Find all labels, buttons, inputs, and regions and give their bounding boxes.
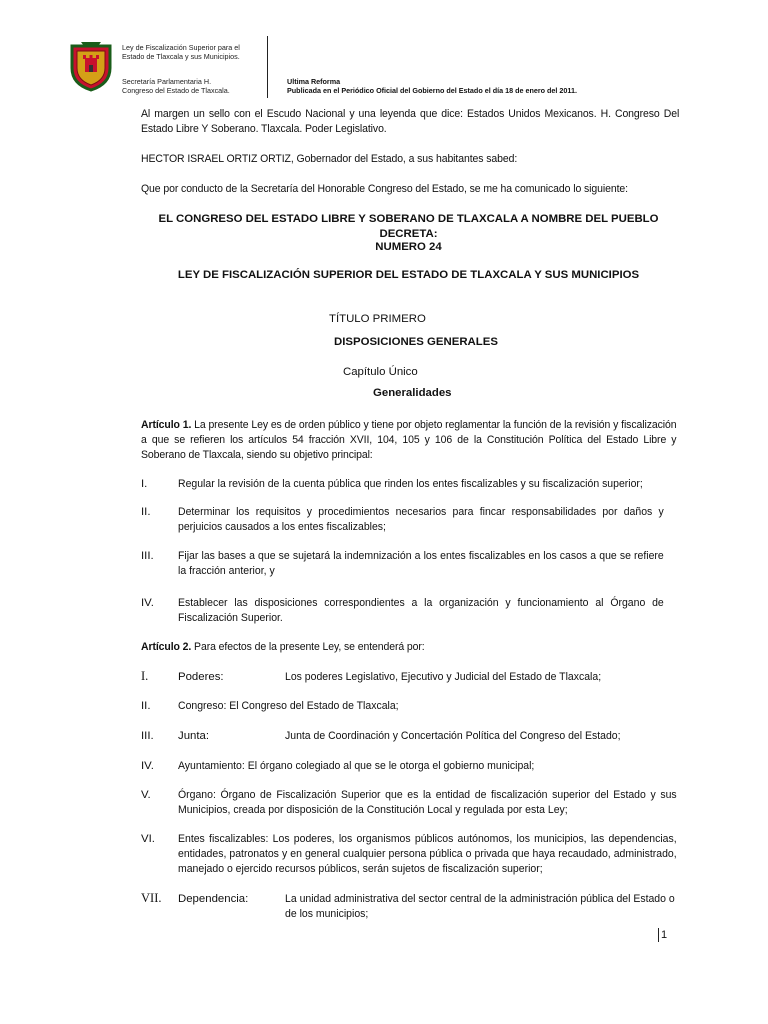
articulo-2-label: Artículo 2.: [141, 641, 192, 653]
tlaxcala-coat-of-arms-icon: [68, 40, 114, 92]
art2-item-2-text: Congreso: El Congreso del Estado de Tlaxcala;: [178, 700, 399, 712]
art1-item-4-num: IV.: [141, 597, 154, 609]
header-reforma-label: Ultima Reforma: [287, 77, 341, 86]
art1-item-2-num: II.: [141, 506, 151, 518]
art2-item-4-num: IV.: [141, 760, 154, 772]
art2-item-2-num: II.: [141, 700, 151, 712]
page-number-divider: [658, 928, 659, 942]
art1-item-1-num: I.: [141, 478, 148, 490]
intro-paragraph-governor: HECTOR ISRAEL ORTIZ ORTIZ, Gobernador del Estado, a sus habitantes sabed:: [141, 153, 518, 165]
art2-item-5-num: V.: [141, 789, 151, 801]
capitulo-heading: Capítulo Único: [343, 366, 418, 378]
art1-item-4-text: Establecer las disposiciones correspondientes a la organización y funcionamiento al Órgano de Fiscalización Superior.: [178, 597, 664, 624]
art2-item-1-num: I.: [141, 669, 149, 683]
art2-item-1-term: Poderes:: [178, 671, 224, 683]
art2-item-7-num: VII.: [141, 891, 162, 905]
intro-paragraph-seal: Al margen un sello con el Escudo Nacional y una leyenda que dice: Estados Unidos Mexicanos. H. Congreso Del Estado Libre Y Soberano. Tlaxcala. Poder Legislativo.: [141, 108, 680, 135]
header-law-name: Ley de Fiscalización Superior para el Estado de Tlaxcala y sus Municipios.: [122, 43, 240, 61]
articulo-1-text: La presente Ley es de orden público y tiene por objeto reglamentar la función de la revisión y fiscalización a que se refieren los artículos 54 fracción XVII, 104, 105 y 106 de la Constitución Política del Estado Libre y Soberano de Tlaxcala, siendo su objetivo principal:: [141, 419, 677, 461]
decree-heading: EL CONGRESO DEL ESTADO LIBRE Y SOBERANO DE TLAXCALA A NOMBRE DEL PUEBLO DECRETA:: [158, 213, 659, 240]
articulo-2-text: Para efectos de la presente Ley, se entenderá por:: [191, 641, 425, 653]
generalidades-heading: Generalidades: [373, 387, 452, 399]
header-divider: [267, 36, 268, 98]
intro-paragraph-congress: Que por conducto de la Secretaría del Honorable Congreso del Estado, se me ha comunicado lo siguiente:: [141, 183, 628, 195]
disposiciones-heading: DISPOSICIONES GENERALES: [334, 336, 498, 348]
header-secretaria: Secretaría Parlamentaria H. Congreso del Estado de Tlaxcala.: [122, 77, 230, 95]
art2-item-6-text: Entes fiscalizables: Los poderes, los organismos públicos autónomos, los municipios, las dependencias, entidades, patronatos y en general cualquier persona pública o privada que haya recaudado, administrado, manejado o ejercido recursos públicos, serán sujetos de fiscalización superior;: [178, 833, 677, 875]
art1-item-3-text: Fijar las bases a que se sujetará la indemnización a los entes fiscalizables en los casos a que se refiere la fracción anterior, y: [178, 550, 664, 577]
decree-number: NUMERO 24: [375, 241, 442, 253]
art2-item-5-text: Órgano: Órgano de Fiscalización Superior que es la entidad de fiscalización superior del Estado y sus Municipios, creada por disposición de la Constitución Local y regulada por esta Ley;: [178, 789, 677, 816]
art2-item-3-desc: Junta de Coordinación y Concertación Política del Congreso del Estado;: [285, 730, 621, 742]
art1-item-3-num: III.: [141, 550, 154, 562]
header-reforma-text: Publicada en el Periódico Oficial del Gobierno del Estado el día 18 de enero del 2011.: [287, 86, 577, 95]
art2-item-6-num: VI.: [141, 833, 155, 845]
art2-item-4-text: Ayuntamiento: El órgano colegiado al que se le otorga el gobierno municipal;: [178, 760, 535, 772]
art2-item-7-term: Dependencia:: [178, 893, 249, 905]
art2-item-3-num: III.: [141, 730, 154, 742]
art1-item-1-text: Regular la revisión de la cuenta pública que rinden los entes fiscalizables y su fiscalización superior;: [178, 478, 643, 490]
art2-item-7-desc: La unidad administrativa del sector central de la administración pública del Estado o de los municipios;: [285, 893, 675, 920]
page-number: 1: [661, 929, 668, 941]
articulo-1-label: Artículo 1.: [141, 419, 192, 431]
art1-item-2-text: Determinar los requisitos y procedimientos necesarios para fincar responsabilidades por daños y perjuicios causados a los entes fiscalizables;: [178, 506, 664, 533]
titulo-heading: TÍTULO PRIMERO: [329, 313, 426, 325]
art2-item-3-term: Junta:: [178, 730, 210, 742]
articulo-1-paragraph: [141, 418, 676, 463]
art2-item-1-desc: Los poderes Legislativo, Ejecutivo y Judicial del Estado de Tlaxcala;: [285, 671, 602, 683]
law-title: LEY DE FISCALIZACIÓN SUPERIOR DEL ESTADO DE TLAXCALA Y SUS MUNICIPIOS: [177, 269, 640, 281]
articulo-2-paragraph: [141, 640, 679, 655]
